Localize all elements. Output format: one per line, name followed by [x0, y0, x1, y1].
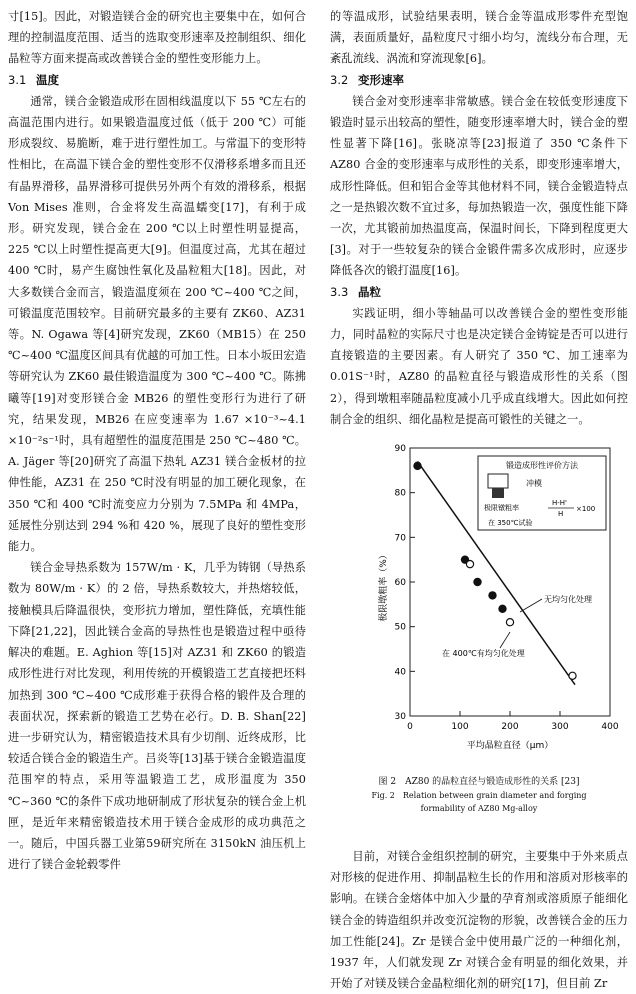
y-tick-label: 80 [394, 488, 406, 499]
x-tick-label: 400 [601, 722, 619, 733]
y-tick-label: 70 [394, 533, 406, 544]
y-tick-label: 90 [394, 444, 406, 455]
method-box-limit: 极限镦粗率 [484, 504, 519, 513]
formula-numerator: H-H' [552, 499, 567, 508]
paragraph: 镁合金导热系数为 157W/m · K，几乎为铸钢（导热系数为 80W/m · K）的 2 倍，导热系数较大，并热熔较低，接触模具后降温很快，变形抗力增加，塑性降低，充填性能下降[21,22]，因此镁合金高的导热性也是锻造过程中亟待解决的难题。E. Aghion 等[15]对 AZ31 和 ZK60 的锻造成形性进行对比发现，利用传统的开模锻造工艺直接把坯料加热到 300 ℃~400 ℃成形难于获得合格的锻件及合理的表面状况，探索新的锻造工艺势在必行。D. B. Shan[22]进一步研究认为，精密锻造技术具有少切削、近终成形，比较适合镁合金的锻造生产。吕炎等[13]基于镁合金锻造温度范围窄的特点，采用等温锻造工艺，成形温度为 350 ℃~360 ℃的条件下成功地研制成了形状复杂的镁合金上机匣，是近年来精密锻造技术用于镁合金成形的成功典范之一。随后，中国兵器工业第59研究所在 3150kN 油压机上进行了镁合金轮毂零件 [8, 561, 306, 872]
method-box-press: 冲模 [526, 479, 542, 489]
method-box [478, 456, 606, 530]
label-untreated-leader [520, 599, 542, 612]
x-tick-label: 0 [407, 722, 413, 733]
data-point-untreated [466, 561, 473, 568]
section-number: 3.1 [8, 72, 27, 87]
caption-english-2: formability of AZ80 Mg-alloy [420, 804, 538, 814]
figure-2 [330, 436, 628, 846]
x-axis [407, 711, 619, 732]
paragraph: 通常，镁合金锻造成形在固相线温度以下 55 ℃左右的高温范围内进行。如果锻造温度过低（低于 200 ℃）可能形成裂纹、易脆断，难于进行塑性加工。与常温下的变形特性相比，在高温下镁合金的塑性变形不仅滑移系增多而且还有晶界滑移，晶界滑移可提供另外两个有效的滑移系，根据 Von Mises 准则，合金将发生高温蠕变[17]，有利于成形。研究发现，镁合金在 200 ℃以上时塑性明显提高，225 ℃以上时塑性提高更大[9]。但温度过高，尤其在超过 400 ℃时，易产生腐蚀性氧化及晶粒粗大[18]。因此，对大多数镁合金而言，锻造温度须在 200 ℃~400 ℃之间，可锻温度范围较窄。目前研究最多的主要有 ZK60、AZ31等。N. Ogawa 等[4]研究发现，ZK60（MB15）在 250 ℃~400 ℃温度区间具有优越的可加工性。日本小坂田宏造等研究认为 ZK60 最佳锻造温度为 300 ℃~400 ℃。陈拂曦等[19]对变形镁合金 MB26 的塑性变形行为进行了研究，结果发现，MB26 在应变速率为 1.67 ×10⁻³~4.1 ×10⁻²s⁻¹时，具有超塑性的温度范围是 250 ℃~480 ℃。A. Jäger 等[20]研究了高温下热轧 AZ31 镁合金板材的拉伸性能，AZ31 在 250 ℃时没有明显的加工硬化现象，在 350 ℃和 400 ℃时流变应力分别为 7.5MPa 和 4MPa，延展性分别达到 294 %和 420 %，展现了良好的塑性变形能力。 [8, 94, 306, 554]
left-column [8, 6, 306, 875]
data-point-untreated [569, 672, 576, 679]
die-shape-icon [488, 474, 508, 488]
paragraph: 寸[15]。因此，对锻造镁合金的研究也主要集中在，如何合理的控制温度范围、适当的选取变形速率及控制组织、细化晶粒等方面来提高或改善镁合金的塑性变形能力上。 [8, 10, 306, 66]
data-point-untreated [506, 619, 513, 626]
section-title: 温度 [36, 72, 59, 87]
data-point-treated [414, 462, 421, 469]
paragraph: 目前，对镁合金组织控制的研究，主要集中于外来质点对形核的促进作用、抑制晶粒生长的作用和溶质对形核率的影响。在镁合金熔体中加入少量的孕育剂或溶质原子能细化镁合金的铸造组织并改变沉淀物的形貌，改善镁合金的压力加工性能[24]。Zr 是镁合金中使用最广泛的一种细化剂，1937 年，人们就发现 Zr 对镁合金有明显的细化效果，并开始了对镁及镁合金晶粒细化剂的研究[17]，但目前 Zr [330, 850, 628, 991]
formula-denominator: H [558, 510, 564, 519]
y-tick-label: 50 [394, 622, 406, 633]
label-treated: 在 400℃有均匀化处理 [442, 649, 525, 659]
x-tick-label: 100 [451, 722, 469, 733]
x-tick-label: 200 [501, 722, 519, 733]
caption-english-1: Fig. 2 Relation between grain diameter and forging [371, 791, 587, 801]
label-untreated: 无均匀化处理 [544, 595, 592, 605]
formula-tail: ×100 [576, 505, 596, 514]
method-box-title: 锻造成形性评价方法 [506, 461, 578, 471]
y-tick-label: 30 [394, 712, 406, 723]
paragraph: 实践证明，细小等轴晶可以改善镁合金的塑性变形能力，同时晶粒的实际尺寸也是决定镁合金铸锭是否可以进行直接锻造的主要因素。有人研究了 350 ℃、加工速率为 0.01S⁻¹时，AZ80 的晶粒直径与锻造成形性的关系（图 2），得到墩粗率随晶粒度减小几乎成直线增大。因此如何控制合金的组织、细化晶粒是提高可锻性的关键之一。 [330, 306, 628, 426]
specimen-icon [492, 488, 504, 498]
y-tick-label: 40 [394, 667, 406, 678]
label-treated-leader [500, 632, 510, 648]
x-tick-label: 300 [551, 722, 569, 733]
y-axis-label: 极限墩粗率（%） [379, 550, 389, 622]
section-number: 3.2 [330, 72, 349, 87]
data-point-treated [489, 592, 496, 599]
y-axis [395, 444, 415, 722]
method-box-condition: 在 350℃试验 [488, 519, 533, 528]
section-title: 晶粒 [358, 284, 381, 299]
paragraph: 镁合金对变形速率非常敏感。镁合金在较低变形速度下锻造时显示出较高的塑性，随变形速率增大时，镁合金的塑性显著下降[16]。张晓凉等[23]报道了 350 ℃条件下 AZ80 合金的变形速率与成形性的关系，即变形速率增大，成形性降低。但和铝合金等其他材料不同，镁合金锻造特点之一是热锻次数不宜过多，每加热锻造一次，强度性能下降一次，尤其锻前加热温度高，保温时间长，下降到程度更大[3]。对于一些较复杂的镁合金锻件需多次成形时，应逐步降低各次的锻打温度[16]。 [330, 94, 628, 278]
section-number: 3.3 [330, 284, 349, 299]
section-title: 变形速率 [358, 72, 404, 87]
caption-chinese: 图 2 AZ80 的晶粒直径与锻造成形性的关系 [23] [378, 777, 580, 788]
data-point-treated [499, 605, 506, 612]
section-heading-3-3 [330, 282, 628, 303]
x-axis-label: 平均晶粒直径（μm） [466, 741, 554, 752]
grain-formability-chart [330, 436, 628, 776]
right-column [330, 6, 628, 994]
paragraph: 的等温成形，试验结果表明，镁合金等温成形零件充型饱满，表面质量好，晶粒度尺寸细小均匀，流线分布合理，无紊乱流线、涡流和穿流现象[6]。 [330, 10, 628, 66]
data-point-treated [474, 578, 481, 585]
section-heading-3-1 [8, 70, 306, 91]
section-heading-3-2 [330, 70, 628, 91]
y-tick-label: 60 [394, 578, 406, 589]
figure-caption [330, 776, 628, 815]
